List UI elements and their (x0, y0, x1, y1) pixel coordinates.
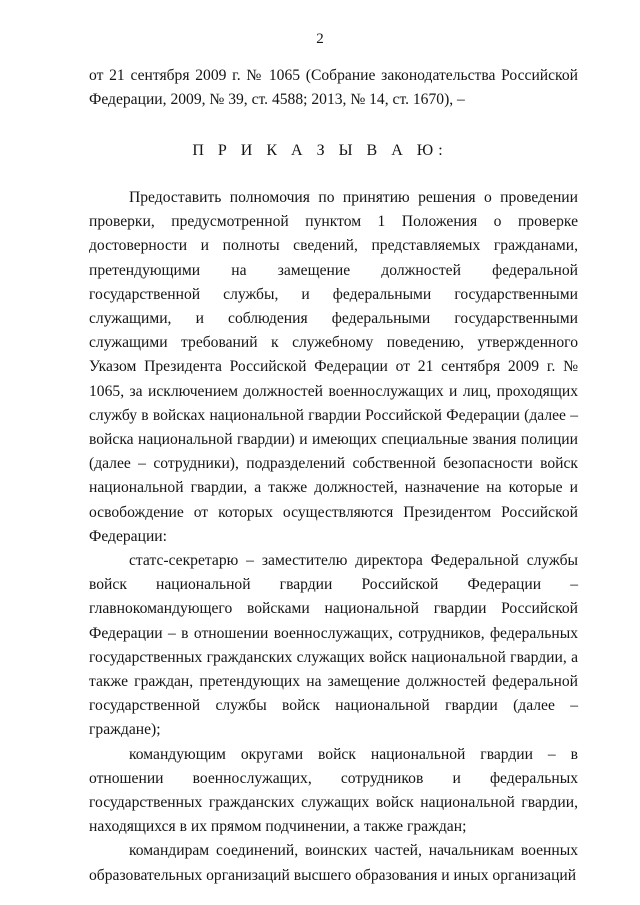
paragraph-unit-commanders: командирам соединений, воинских частей, начальникам военных образовательных организаций высшего образования и иных организаций (89, 842, 578, 884)
intro-block (89, 64, 578, 112)
paragraph-state-secretary: статс-секретарю – заместителю директора Федеральной службы войск национальной гвардии Российской Федерации – главнокомандующего войсками национальной гвардии Российской Федерации – в отношении военнослужащих, сотрудников, федеральных государственных гражданских служащих войск национальной гвардии, а также граждан, претендующих на замещение должностей федеральной государственной службы войск национальной гвардии (далее – граждане); (89, 552, 578, 739)
paragraph-district-commanders: командующим округами войск национальной гвардии – в отношении военнослужащих, сотрудников и федеральных государственных гражданских служащих войск национальной гвардии, находящихся в их прямом подчинении, а также граждан; (89, 745, 578, 836)
main-text-block (89, 186, 578, 888)
intro-paragraph: от 21 сентября 2009 г. № 1065 (Собрание законодательства Российской Федерации, 2009, № 39, ст. 4588; 2013, № 14, ст. 1670), – (89, 67, 578, 109)
order-heading: П Р И К А З Ы В А Ю: (192, 142, 448, 159)
paragraph-powers: Предоставить полномочия по принятию решения о проведении проверки, предусмотренной пунктом 1 Положения о проверке достоверности и полноты сведений, представляемых гражданами, претендующими на замещение должностей федеральной государственной службы, и федеральными государственными служащими, и соблюдения федеральными государственными служащими требований к служебному поведению, утвержденного Указом Президента Российской Федерации от 21 сентября 2009 г. № 1065, за исключением должностей военнослужащих и лиц, проходящих службу в войсках национальной гвардии Российской Федерации (далее – войска национальной гвардии) и имеющих специальные звания полиции (далее – сотрудники), подразделений собственной безопасности войск национальной гвардии, а также должностей, назначение на которые и освобождение от которых осуществляются Президентом Российской Федерации: (89, 189, 578, 545)
page-number: 2 (316, 31, 324, 47)
